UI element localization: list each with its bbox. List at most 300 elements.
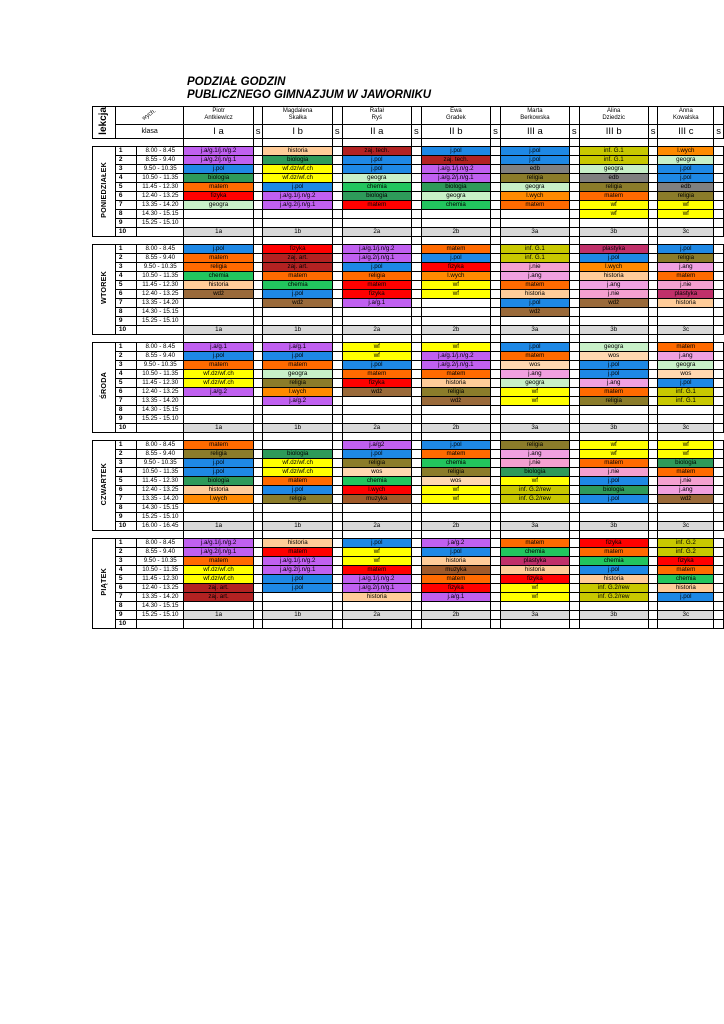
s-cell bbox=[648, 414, 658, 423]
s-cell bbox=[332, 565, 342, 574]
gap-cell bbox=[263, 432, 332, 440]
subject-cell: j.ang bbox=[500, 271, 569, 280]
subject-cell: biologia bbox=[342, 191, 411, 200]
lesson-row bbox=[93, 271, 724, 280]
lesson-time: 9.50 - 10.35 bbox=[137, 262, 184, 271]
gap-cell bbox=[491, 530, 501, 538]
lesson-row bbox=[93, 583, 724, 592]
lesson-time: 12.40 - 13.25 bbox=[137, 583, 184, 592]
s-cell bbox=[491, 200, 501, 209]
subject-cell bbox=[421, 503, 490, 512]
s-cell bbox=[412, 173, 422, 182]
class-name: III a bbox=[500, 124, 569, 138]
subject-cell: wf bbox=[500, 583, 569, 592]
s-cell bbox=[569, 227, 579, 236]
s-cell bbox=[332, 316, 342, 325]
subject-cell: 3a bbox=[500, 423, 569, 432]
lesson-number: 1 bbox=[115, 342, 136, 351]
gap-cell bbox=[332, 432, 342, 440]
subject-cell: j.a/g.1/j.n/g.2 bbox=[184, 146, 253, 155]
subject-cell bbox=[184, 396, 253, 405]
subject-cell bbox=[421, 601, 490, 610]
s-cell bbox=[332, 396, 342, 405]
subject-cell: matem bbox=[500, 538, 569, 547]
s-cell bbox=[491, 423, 501, 432]
s-cell bbox=[412, 218, 422, 227]
subject-cell: matem bbox=[184, 253, 253, 262]
gap-cell bbox=[93, 138, 116, 146]
subject-cell: j.pol bbox=[342, 538, 411, 547]
s-cell bbox=[253, 619, 263, 628]
gap-cell bbox=[412, 334, 422, 342]
subject-cell: j.ang bbox=[579, 280, 648, 289]
subject-cell: 1a bbox=[184, 521, 253, 530]
lesson-time: 12.40 - 13.25 bbox=[137, 191, 184, 200]
subject-cell: inf. G.1 bbox=[500, 244, 569, 253]
subject-cell: 2a bbox=[342, 227, 411, 236]
subject-cell bbox=[342, 405, 411, 414]
s-cell bbox=[253, 512, 263, 521]
subject-cell: religia bbox=[342, 458, 411, 467]
gap-cell bbox=[253, 138, 263, 146]
s-cell bbox=[569, 458, 579, 467]
subject-cell: 1a bbox=[184, 610, 253, 619]
s-cell bbox=[253, 351, 263, 360]
s-cell bbox=[714, 405, 724, 414]
s-cell bbox=[491, 583, 501, 592]
lesson-time: 13.35 - 14.20 bbox=[137, 298, 184, 307]
lesson-number: 10 bbox=[115, 325, 136, 334]
subject-cell: l.wych bbox=[500, 191, 569, 200]
subject-cell: biologia bbox=[263, 449, 332, 458]
lesson-row bbox=[93, 369, 724, 378]
teacher-spacer bbox=[714, 107, 724, 125]
s-cell bbox=[569, 253, 579, 262]
day-label bbox=[93, 342, 116, 432]
subject-cell: j.a/g2 bbox=[342, 440, 411, 449]
subject-cell: biologia bbox=[184, 476, 253, 485]
subject-cell: religia bbox=[421, 387, 490, 396]
lesson-number: 3 bbox=[115, 164, 136, 173]
lesson-number: 8 bbox=[115, 503, 136, 512]
subject-cell: j.a/g.1 bbox=[342, 298, 411, 307]
subject-cell: fizyka bbox=[184, 191, 253, 200]
s-cell bbox=[253, 146, 263, 155]
lesson-number: 5 bbox=[115, 574, 136, 583]
subject-cell bbox=[658, 316, 714, 325]
gap-cell bbox=[658, 138, 714, 146]
s-cell bbox=[569, 405, 579, 414]
subject-cell: 3a bbox=[500, 227, 569, 236]
s-cell bbox=[648, 467, 658, 476]
subject-cell: wf bbox=[421, 289, 490, 298]
title-line-1: PODZIAŁ GODZIN bbox=[187, 76, 286, 88]
s-cell bbox=[491, 307, 501, 316]
s-cell bbox=[491, 164, 501, 173]
s-cell bbox=[714, 476, 724, 485]
lesson-time: 13.35 - 14.20 bbox=[137, 200, 184, 209]
s-cell bbox=[648, 325, 658, 334]
teacher-spacer bbox=[253, 107, 263, 125]
s-cell bbox=[648, 307, 658, 316]
subject-cell: edb bbox=[579, 173, 648, 182]
s-cell bbox=[491, 351, 501, 360]
lesson-row bbox=[93, 155, 724, 164]
lesson-row bbox=[93, 325, 724, 334]
lesson-row bbox=[93, 289, 724, 298]
subject-cell: wf bbox=[658, 449, 714, 458]
subject-cell bbox=[263, 209, 332, 218]
s-cell bbox=[569, 244, 579, 253]
s-cell bbox=[332, 307, 342, 316]
subject-cell: j.pol bbox=[263, 583, 332, 592]
lesson-row bbox=[93, 342, 724, 351]
s-cell bbox=[569, 218, 579, 227]
subject-cell bbox=[579, 414, 648, 423]
subject-cell bbox=[342, 414, 411, 423]
s-cell bbox=[412, 405, 422, 414]
s-cell bbox=[253, 298, 263, 307]
s-cell bbox=[253, 565, 263, 574]
subject-cell: l.wych bbox=[579, 262, 648, 271]
subject-cell: religia bbox=[184, 262, 253, 271]
s-cell bbox=[714, 449, 724, 458]
subject-cell: j.pol bbox=[579, 369, 648, 378]
subject-cell: historia bbox=[184, 280, 253, 289]
s-cell bbox=[332, 227, 342, 236]
subject-cell bbox=[579, 619, 648, 628]
s-cell bbox=[714, 458, 724, 467]
gap-cell bbox=[569, 530, 579, 538]
teacher-name: Ewa Gradek bbox=[421, 107, 490, 125]
s-cell bbox=[253, 244, 263, 253]
s-cell bbox=[491, 271, 501, 280]
s-cell bbox=[569, 325, 579, 334]
s-cell bbox=[253, 610, 263, 619]
lesson-row bbox=[93, 280, 724, 289]
s-cell bbox=[714, 191, 724, 200]
lesson-time: 14.30 - 15.15 bbox=[137, 405, 184, 414]
s-cell bbox=[332, 244, 342, 253]
subject-cell: geogra bbox=[342, 173, 411, 182]
subject-cell: matem bbox=[421, 244, 490, 253]
s-cell bbox=[332, 503, 342, 512]
subject-cell: j.a/g.1/j.n/g.2 bbox=[342, 244, 411, 253]
s-cell bbox=[412, 556, 422, 565]
subject-cell: religia bbox=[263, 494, 332, 503]
s-cell bbox=[332, 280, 342, 289]
s-cell bbox=[569, 440, 579, 449]
subject-cell: matem bbox=[184, 440, 253, 449]
gap-cell bbox=[648, 530, 658, 538]
subject-cell bbox=[263, 619, 332, 628]
s-cell bbox=[253, 253, 263, 262]
s-cell bbox=[332, 289, 342, 298]
subject-cell: fizyka bbox=[263, 244, 332, 253]
lesson-time: 10.50 - 11.35 bbox=[137, 467, 184, 476]
subject-cell: wf bbox=[658, 209, 714, 218]
s-cell bbox=[648, 423, 658, 432]
s-cell bbox=[714, 467, 724, 476]
lesson-time: 11.45 - 12.30 bbox=[137, 378, 184, 387]
subject-cell: j.a/g.2/j.n/g.1 bbox=[421, 173, 490, 182]
teacher-name: Alina Dziedzic bbox=[579, 107, 648, 125]
subject-cell: zaj. tech. bbox=[342, 146, 411, 155]
s-cell bbox=[332, 164, 342, 173]
subject-cell: l.wych bbox=[263, 387, 332, 396]
s-cell bbox=[648, 485, 658, 494]
s-cell bbox=[491, 440, 501, 449]
subject-cell: geogra bbox=[658, 360, 714, 369]
s-cell bbox=[412, 512, 422, 521]
gap-cell bbox=[115, 138, 136, 146]
s-cell bbox=[253, 485, 263, 494]
subject-cell: 3a bbox=[500, 521, 569, 530]
s-cell bbox=[491, 396, 501, 405]
s-cell bbox=[569, 387, 579, 396]
subject-cell: j.pol bbox=[263, 182, 332, 191]
subject-cell: j.a/g.2/j.n/g.1 bbox=[263, 565, 332, 574]
gap-cell bbox=[342, 530, 411, 538]
subject-cell: wf bbox=[579, 200, 648, 209]
s-cell bbox=[648, 146, 658, 155]
wych-label: wych. bbox=[141, 108, 158, 122]
subject-cell: 3c bbox=[658, 521, 714, 530]
subject-cell: 3c bbox=[658, 227, 714, 236]
lesson-number: 4 bbox=[115, 369, 136, 378]
day-label bbox=[93, 440, 116, 530]
gap-cell bbox=[421, 530, 490, 538]
s-cell bbox=[648, 619, 658, 628]
subject-cell: matem bbox=[263, 360, 332, 369]
gap-cell bbox=[658, 530, 714, 538]
lesson-row bbox=[93, 458, 724, 467]
s-cell bbox=[648, 289, 658, 298]
subject-cell: j.pol bbox=[500, 155, 569, 164]
s-cell bbox=[569, 601, 579, 610]
lesson-number: 8 bbox=[115, 405, 136, 414]
s-cell bbox=[332, 574, 342, 583]
s-cell bbox=[569, 494, 579, 503]
s-cell bbox=[569, 351, 579, 360]
gap-cell bbox=[332, 334, 342, 342]
subject-cell: j.pol bbox=[658, 592, 714, 601]
lesson-time: 8.00 - 8.45 bbox=[137, 440, 184, 449]
class-name: III b bbox=[579, 124, 648, 138]
s-cell bbox=[714, 298, 724, 307]
subject-cell: 3b bbox=[579, 423, 648, 432]
lesson-time: 8.55 - 9.40 bbox=[137, 155, 184, 164]
subject-cell: zaj. art. bbox=[263, 253, 332, 262]
subject-cell: j.pol bbox=[342, 155, 411, 164]
lesson-time: 14.30 - 15.15 bbox=[137, 209, 184, 218]
subject-cell: historia bbox=[500, 565, 569, 574]
s-cell bbox=[412, 280, 422, 289]
s-cell bbox=[412, 414, 422, 423]
subject-cell: j.nie bbox=[658, 280, 714, 289]
subject-cell: matem bbox=[500, 280, 569, 289]
day-label bbox=[93, 244, 116, 334]
class-name: III c bbox=[658, 124, 714, 138]
gap-cell bbox=[137, 138, 184, 146]
s-cell bbox=[714, 218, 724, 227]
subject-cell bbox=[421, 414, 490, 423]
lesson-row bbox=[93, 182, 724, 191]
subject-cell: 1b bbox=[263, 610, 332, 619]
gap-cell bbox=[93, 334, 116, 342]
s-cell bbox=[648, 155, 658, 164]
subject-cell: wdż bbox=[184, 289, 253, 298]
subject-cell bbox=[579, 503, 648, 512]
subject-cell: j.pol bbox=[184, 467, 253, 476]
s-cell bbox=[714, 619, 724, 628]
subject-cell: biologia bbox=[579, 485, 648, 494]
s-cell bbox=[253, 271, 263, 280]
s-cell bbox=[491, 574, 501, 583]
s-cell bbox=[648, 244, 658, 253]
gap-cell bbox=[714, 138, 724, 146]
subject-cell: chemia bbox=[500, 547, 569, 556]
s-cell bbox=[332, 351, 342, 360]
subject-cell: j.pol bbox=[421, 253, 490, 262]
subject-cell: matem bbox=[263, 476, 332, 485]
subject-cell: fizyka bbox=[658, 556, 714, 565]
subject-cell: matem bbox=[658, 565, 714, 574]
s-cell bbox=[648, 200, 658, 209]
s-cell bbox=[412, 244, 422, 253]
gap-cell bbox=[500, 530, 569, 538]
subject-cell bbox=[421, 316, 490, 325]
day-label bbox=[93, 146, 116, 236]
subject-cell: j.pol bbox=[658, 173, 714, 182]
lesson-time: 12.40 - 13.25 bbox=[137, 289, 184, 298]
subject-cell: j.pol bbox=[421, 146, 490, 155]
gap-cell bbox=[115, 236, 136, 244]
s-cell bbox=[714, 494, 724, 503]
subject-cell: inf. G.1 bbox=[658, 396, 714, 405]
lesson-row bbox=[93, 378, 724, 387]
gap-cell bbox=[115, 530, 136, 538]
lesson-number: 10 bbox=[115, 227, 136, 236]
subject-cell bbox=[421, 209, 490, 218]
lesson-time: 11.45 - 12.30 bbox=[137, 574, 184, 583]
s-cell bbox=[412, 378, 422, 387]
s-cell bbox=[412, 583, 422, 592]
s-cell bbox=[253, 387, 263, 396]
lesson-row bbox=[93, 423, 724, 432]
subject-cell: 2a bbox=[342, 423, 411, 432]
s-cell bbox=[491, 449, 501, 458]
s-cell bbox=[491, 280, 501, 289]
s-cell bbox=[569, 307, 579, 316]
s-cell bbox=[648, 512, 658, 521]
lesson-row bbox=[93, 405, 724, 414]
subject-cell: 2b bbox=[421, 610, 490, 619]
subject-cell bbox=[500, 414, 569, 423]
subject-cell bbox=[579, 405, 648, 414]
subject-cell: wf bbox=[421, 494, 490, 503]
gap-cell bbox=[579, 432, 648, 440]
subject-cell: wf.dz/wf.ch bbox=[263, 458, 332, 467]
subject-cell: l.wych bbox=[421, 271, 490, 280]
subject-cell: matem bbox=[421, 369, 490, 378]
subject-cell: matem bbox=[579, 458, 648, 467]
subject-cell: religia bbox=[579, 396, 648, 405]
s-cell bbox=[648, 458, 658, 467]
subject-cell: 3a bbox=[500, 610, 569, 619]
lesson-row bbox=[93, 360, 724, 369]
teacher-spacer bbox=[569, 107, 579, 125]
class-name: I b bbox=[263, 124, 332, 138]
lesson-time bbox=[137, 325, 184, 334]
s-cell bbox=[491, 494, 501, 503]
s-cell bbox=[569, 369, 579, 378]
s-cell bbox=[714, 592, 724, 601]
subject-cell: wf.dz/wf.ch bbox=[184, 378, 253, 387]
lekcja-label: lekcja bbox=[98, 107, 110, 135]
s-cell bbox=[491, 378, 501, 387]
teacher-name: Piotr Antkiewicz bbox=[184, 107, 253, 125]
subject-cell: matem bbox=[500, 200, 569, 209]
s-cell bbox=[253, 538, 263, 547]
gap-cell bbox=[184, 236, 253, 244]
subject-cell: 2b bbox=[421, 227, 490, 236]
subject-cell: j.pol bbox=[263, 485, 332, 494]
s-cell bbox=[253, 574, 263, 583]
s-cell bbox=[412, 164, 422, 173]
s-cell bbox=[412, 182, 422, 191]
subject-cell: matem bbox=[579, 191, 648, 200]
s-cell bbox=[253, 378, 263, 387]
lesson-time bbox=[137, 227, 184, 236]
lesson-time: 11.45 - 12.30 bbox=[137, 476, 184, 485]
subject-cell: j.ang bbox=[500, 369, 569, 378]
s-cell bbox=[412, 307, 422, 316]
s-cell bbox=[253, 467, 263, 476]
subject-cell: wf bbox=[500, 476, 569, 485]
subject-cell: geogra bbox=[500, 182, 569, 191]
s-cell bbox=[332, 494, 342, 503]
s-cell bbox=[332, 405, 342, 414]
subject-cell bbox=[500, 601, 569, 610]
lesson-row bbox=[93, 262, 724, 271]
subject-cell: religia bbox=[263, 378, 332, 387]
s-cell bbox=[569, 565, 579, 574]
s-cell bbox=[714, 307, 724, 316]
s-cell bbox=[332, 262, 342, 271]
lesson-row bbox=[93, 227, 724, 236]
s-cell bbox=[648, 494, 658, 503]
s-label: s bbox=[491, 124, 501, 138]
s-cell bbox=[491, 610, 501, 619]
subject-cell: matem bbox=[342, 369, 411, 378]
subject-cell bbox=[421, 619, 490, 628]
lesson-number: 2 bbox=[115, 351, 136, 360]
day-label bbox=[93, 538, 116, 628]
s-cell bbox=[412, 209, 422, 218]
gap-cell bbox=[253, 432, 263, 440]
subject-cell: historia bbox=[184, 485, 253, 494]
subject-cell: matem bbox=[658, 342, 714, 351]
lesson-row bbox=[93, 601, 724, 610]
lesson-row bbox=[93, 449, 724, 458]
subject-cell bbox=[421, 512, 490, 521]
s-cell bbox=[714, 360, 724, 369]
lesson-number: 10 bbox=[115, 423, 136, 432]
s-cell bbox=[253, 360, 263, 369]
lesson-time: 15.25 - 15.10 bbox=[137, 512, 184, 521]
s-cell bbox=[332, 583, 342, 592]
